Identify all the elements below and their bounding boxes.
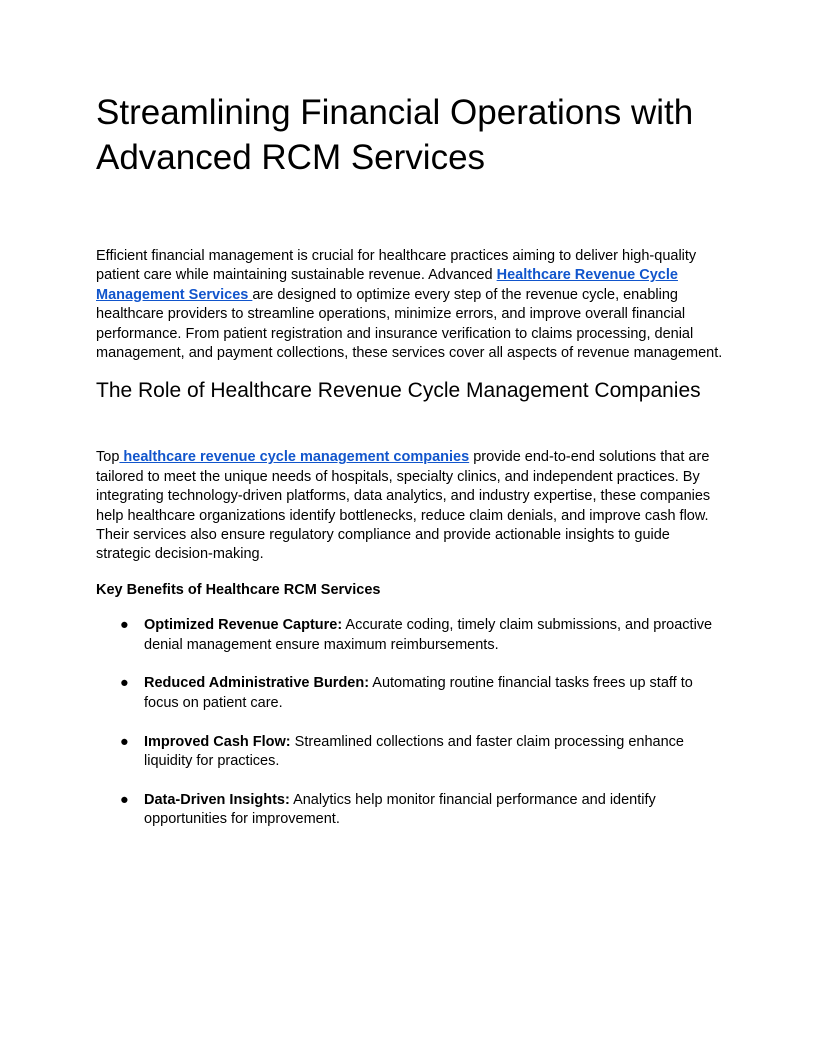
bullet-icon: ● [120,791,129,808]
role-paragraph [96,448,726,564]
role-text-after: provide end-to-end solutions that are tailored to meet the unique needs of hospitals, specialty clinics, and independent practices. By integrating technology-driven platforms, data analytics, and industry expertise, these companies help healthcare organizations identify bottlenecks, reduce claim denials, and improve cash flow. Their services also ensure regulatory compliance and provide actionable insights to guide strategic decision-making. [96,449,711,563]
list-item [96,791,726,830]
rcm-companies-link[interactable]: healthcare revenue cycle management companies [119,449,470,466]
bullet-icon: ● [120,617,129,634]
list-item [96,674,726,713]
document-content [96,90,726,849]
intro-text-after: are designed to optimize every step of the revenue cycle, enabling healthcare providers to streamline operations, minimize errors, and improve overall financial performance. From patient registration and insurance verification to claims processing, denial management, and payment collections, these services cover all aspects of revenue management. [96,286,723,362]
benefit-label: Reduced Administrative Burden: [144,675,370,692]
section-heading: The Role of Healthcare Revenue Cycle Management Companies [96,379,701,403]
benefits-list [96,616,726,829]
benefit-label: Optimized Revenue Capture: [144,617,343,634]
benefit-text: Automating routine financial tasks frees up staff to focus on patient care. [144,675,693,711]
list-item [96,616,726,655]
benefit-text: Analytics help monitor financial performance and identify opportunities for improvement. [144,791,656,828]
benefit-label: Data-Driven Insights: [144,791,290,808]
list-item [96,733,726,772]
bullet-icon: ● [120,675,129,692]
role-text-before: Top [96,449,120,466]
bullet-icon: ● [120,733,129,750]
rcm-services-link[interactable]: Healthcare Revenue Cycle Management Services [96,267,678,303]
benefit-text: Accurate coding, timely claim submissions, and proactive denial management ensure maximum reimbursements. [144,617,713,653]
document-title: Streamlining Financial Operations with Advanced RCM Services [96,93,694,177]
intro-paragraph [96,247,726,363]
benefit-label: Improved Cash Flow: [144,733,291,750]
benefit-text: Streamlined collections and faster claim processing enhance liquidity for practices. [144,733,684,770]
benefits-heading: Key Benefits of Healthcare RCM Services [96,581,381,598]
intro-text-before: Efficient financial management is crucial for healthcare practices aiming to deliver high-quality patient care while maintaining sustainable revenue. Advanced [96,248,697,284]
